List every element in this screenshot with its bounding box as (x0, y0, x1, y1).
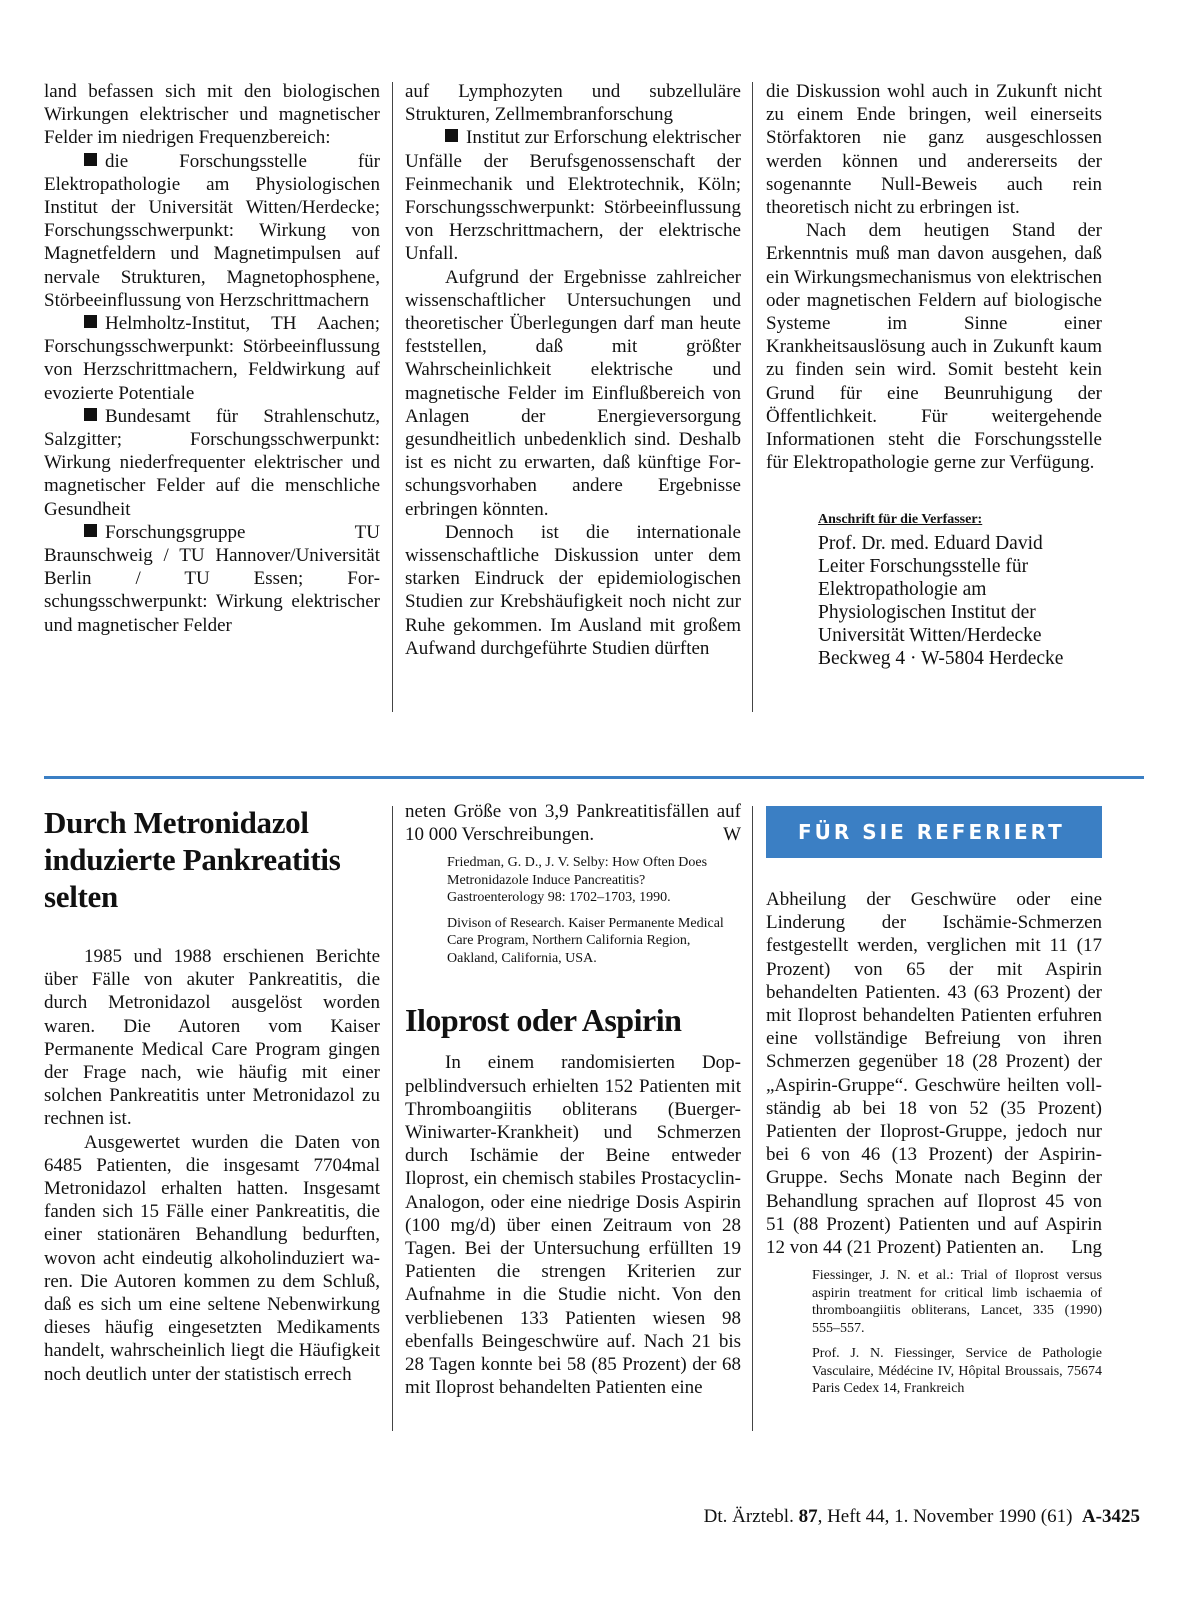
address-line: Prof. Dr. med. Eduard David (818, 532, 1043, 554)
article-headline: Iloprost oder Aspirin (405, 1002, 682, 1039)
issue-info: , Heft 44, 1. November 1990 (61) (817, 1506, 1073, 1527)
journal-volume: 87 (798, 1506, 818, 1527)
square-bullet-icon (84, 153, 97, 166)
body-paragraph: Dennoch ist die internationale wissenschaftliche Diskussion unter dem starken Eindruck der epidemiologischen Studien zur Krebshäufigkeit noch nicht zur Ruhe gekommen. Im Ausland mit großem Aufwand durchgeführte Studien dürften (405, 521, 741, 659)
bottom-column-3 (766, 806, 1102, 1398)
top-column-2 (405, 80, 741, 660)
address-line: Beckweg 4 · W-5804 Herdecke (818, 647, 1064, 669)
address-line: Elektropathologie am (818, 578, 987, 600)
reference: Prof. J. N. Fiessinger, Service de Pathologie Vasculaire, Médécine IV, Hôpital Broussais, 75674 Paris Cedex 14, Frankreich (812, 1346, 1102, 1397)
section-banner: FÜR SIE REFERIERT (766, 806, 1102, 858)
square-bullet-icon (84, 524, 97, 537)
bottom-column-2 (405, 800, 741, 1399)
top-column-3 (766, 80, 1102, 670)
address-line: Leiter Forschungsstelle für (818, 555, 1029, 577)
square-bullet-icon (84, 315, 97, 328)
continued-text: Abheilung der Geschwüre oder eine Linderung der Ischämie-Schmerzen festgestellt werden, verglichen mit 11 (17 Prozent) von 65 der mit Aspirin behandelten Patienten. 43 (63 Prozent) der mit Iloprost behandelten Patienten erfuhren eine vollständige Befreiung von ihren Schmerzen gegenüber 18 (28 Prozent) der „Aspirin-Gruppe“. Geschwüre heilten vollständig ab bei 18 von 52 (35 Prozent) Patienten der Iloprost-Gruppe, jedoch nur bei 6 von 46 (13 Prozent) der Aspirin-Gruppe. Sechs Monate nach Beginn der Behandlung sprachen auf Iloprost 45 von 51 (88 Prozent) Patienten und auf Aspirin 12 von 44 (21 Prozent) Patienten an. Lng (766, 889, 1102, 1259)
page-footer (610, 1506, 1140, 1528)
body-paragraph: Nach dem heutigen Stand der Erkenntnis muß man davon ausgehen, daß ein Wirkungsmechanismus von elektrischen oder magnetischen Feldern auf biologische Systeme im Sinne einer Krankheitsauslösung auch in Zukunft kaum zu finden sein wird. Somit besteht kein Grund für eine Beunruhigung der Öffentlichkeit. Für weitergehende Informationen steht die Forschungsstelle für Elektropathologie gerne zur Verfügung. (766, 220, 1102, 474)
address-line: Physiologischen Institut der (818, 601, 1036, 623)
square-bullet-icon (445, 129, 458, 142)
page-number: A-3425 (1081, 1506, 1140, 1527)
column-divider (392, 82, 393, 712)
column-divider (392, 806, 393, 1431)
continued-text: neten Größe von 3,9 Pankreatitisfällen auf 10 000 Verschreibungen. W (405, 801, 741, 846)
bullet-item: Institut zur Erforschung elektrischer Unfälle der Berufsgenossenschaft der Feinmechanik und Elektrotechnik, Köln; Forschungsschwerpunkt: Störbeeinflussung von Herzschrittmachern, der elektrische Unfall. (405, 127, 741, 265)
bottom-column-1 (44, 804, 380, 1386)
reference: Fiessinger, J. N. et al.: Trial of Iloprost versus aspirin treatment for critical limb ischaemia of thromboangiitis obliterans, Lancet, 335 (1990) 555–557. (812, 1268, 1102, 1336)
top-column-1 (44, 80, 380, 637)
bullet-item: Bundesamt für Strahlenschutz, Salzgitter; Forschungsschwerpunkt: Wirkung niederfrequenter elektrischer und magnetischer Felder auf die menschliche Gesundheit (44, 405, 380, 520)
reference: Divison of Research. Kaiser Permanente Medical Care Program, Northern California Region, Oakland, California, USA. (447, 915, 724, 966)
author-address (766, 508, 1102, 669)
body-paragraph: Aufgrund der Ergebnisse zahlreicher wissenschaftlicher Untersuchungen und theoretischer Überlegungen darf man heute feststellen, daß mit größter Wahrscheinlichkeit elektrische und magnetische Felder im Einflußbereich von Anlagen der Energieversorgung gesundheitlich unbedenklich sind. Deshalb ist es nicht zu erwarten, daß künftige Forschungsvorhaben andere Ergebnisse erbringen könnten. (405, 266, 741, 520)
journal-name: Dt. Ärztebl. (703, 1506, 794, 1527)
author-signature: Lng (1071, 1237, 1102, 1259)
continued-text: die Diskussion wohl auch in Zukunft nicht zu einem Ende bringen, weil einerseits Störfaktoren nie ganz ausgeschlossen werden können und andererseits der sogenannte Null-Beweis auch rein theoretisch nicht zu erbringen ist. (766, 81, 1102, 219)
article-headline: Durch Metronidazol induzierte Pankreatitis selten (44, 805, 341, 914)
address-line: Universität Witten/Herdecke (818, 624, 1042, 646)
square-bullet-icon (84, 408, 97, 421)
column-divider (752, 806, 753, 1431)
address-label: Anschrift für die Verfasser: (818, 512, 983, 528)
bullet-item: die Forschungsstelle für Elektropathologie am Physiologischen Institut der Universität Witten/Herdecke; Forschungsschwerpunkt: Wirkung von Magnetfeldern und Magnetimpulsen auf nervale Strukturen, Magnetophosphene, Störbeeinflussung von Herzschrittmachern (44, 150, 380, 311)
body-paragraph: In einem randomisierten Doppelblindversuch erhielten 152 Patienten mit Thromboangiitis obliterans (Buerger-Winiwarter-Krankheit) und Schmerzen durch Ischämie der Beine entweder Iloprost, ein chemisch stabiles Prostacyclin-Analogon, oder eine niedrige Dosis Aspirin (100 mg/d) über einen Zeitraum von 28 Tagen. Bei der Untersuchung erfüllten 19 Patienten die strengen Kriterien zur Aufnahme in die Studie nicht. Von den verbliebenen 133 Patienten wiesen 98 ebenfalls Beingeschwüre auf. Nach 21 bis 28 Tagen konnte bei 58 (85 Prozent) der 68 mit Iloprost behandelten Patienten eine (405, 1052, 741, 1399)
bullet-item: Helmholtz-Institut, TH Aachen; Forschungsschwerpunkt: Störbeeinflussung von Herzschrittmachern, Feldwirkung auf evozierte Potentiale (44, 313, 380, 404)
intro-paragraph: land befassen sich mit den biologischen Wirkungen elektrischer und magnetischer Felder im niedrigen Frequenzbereich: (44, 81, 380, 149)
continued-text: auf Lymphozyten und subzelluläre Strukturen, Zellmembranforschung (405, 81, 741, 126)
body-paragraph: 1985 und 1988 erschienen Berichte über Fälle von akuter Pankreatitis, die durch Metronidazol ausgelöst worden waren. Die Autoren vom Kaiser Permanente Medical Care Program gingen der Frage nach, wie häufig mit einer solchen Pankreatitis unter Metronidazol zu rechnen ist. (44, 946, 380, 1130)
column-divider (752, 82, 753, 712)
body-paragraph: Ausgewertet wurden die Daten von 6485 Patienten, die insgesamt 7704mal Metronidazol erhalten hatten. Insgesamt fanden sich 15 Fälle einer Pankreatitis, die einer stationären Behandlung bedurften, wovon acht eindeutig alkoholinduziert waren. Die Autoren kommen zu dem Schluß, daß es sich um eine seltene Nebenwirkung dieses häufig eingesetzten Medikaments handelt, wahrscheinlich liegt die Häufigkeit noch deutlich unter der statistisch errech (44, 1131, 380, 1385)
section-divider (44, 776, 1144, 779)
author-signature: W (723, 824, 741, 846)
reference: Friedman, G. D., J. V. Selby: How Often Does Metronidazole Induce Pancreatitis? Gastroenterology 98: 1702–1703, 1990. (447, 855, 708, 906)
bullet-item: Forschungsgruppe TU Braunschweig / TU Hannover/Universität Berlin / TU Essen; Forschungsschwerpunkt: Wirkung elektrischer und magnetischer Felder (44, 521, 380, 636)
